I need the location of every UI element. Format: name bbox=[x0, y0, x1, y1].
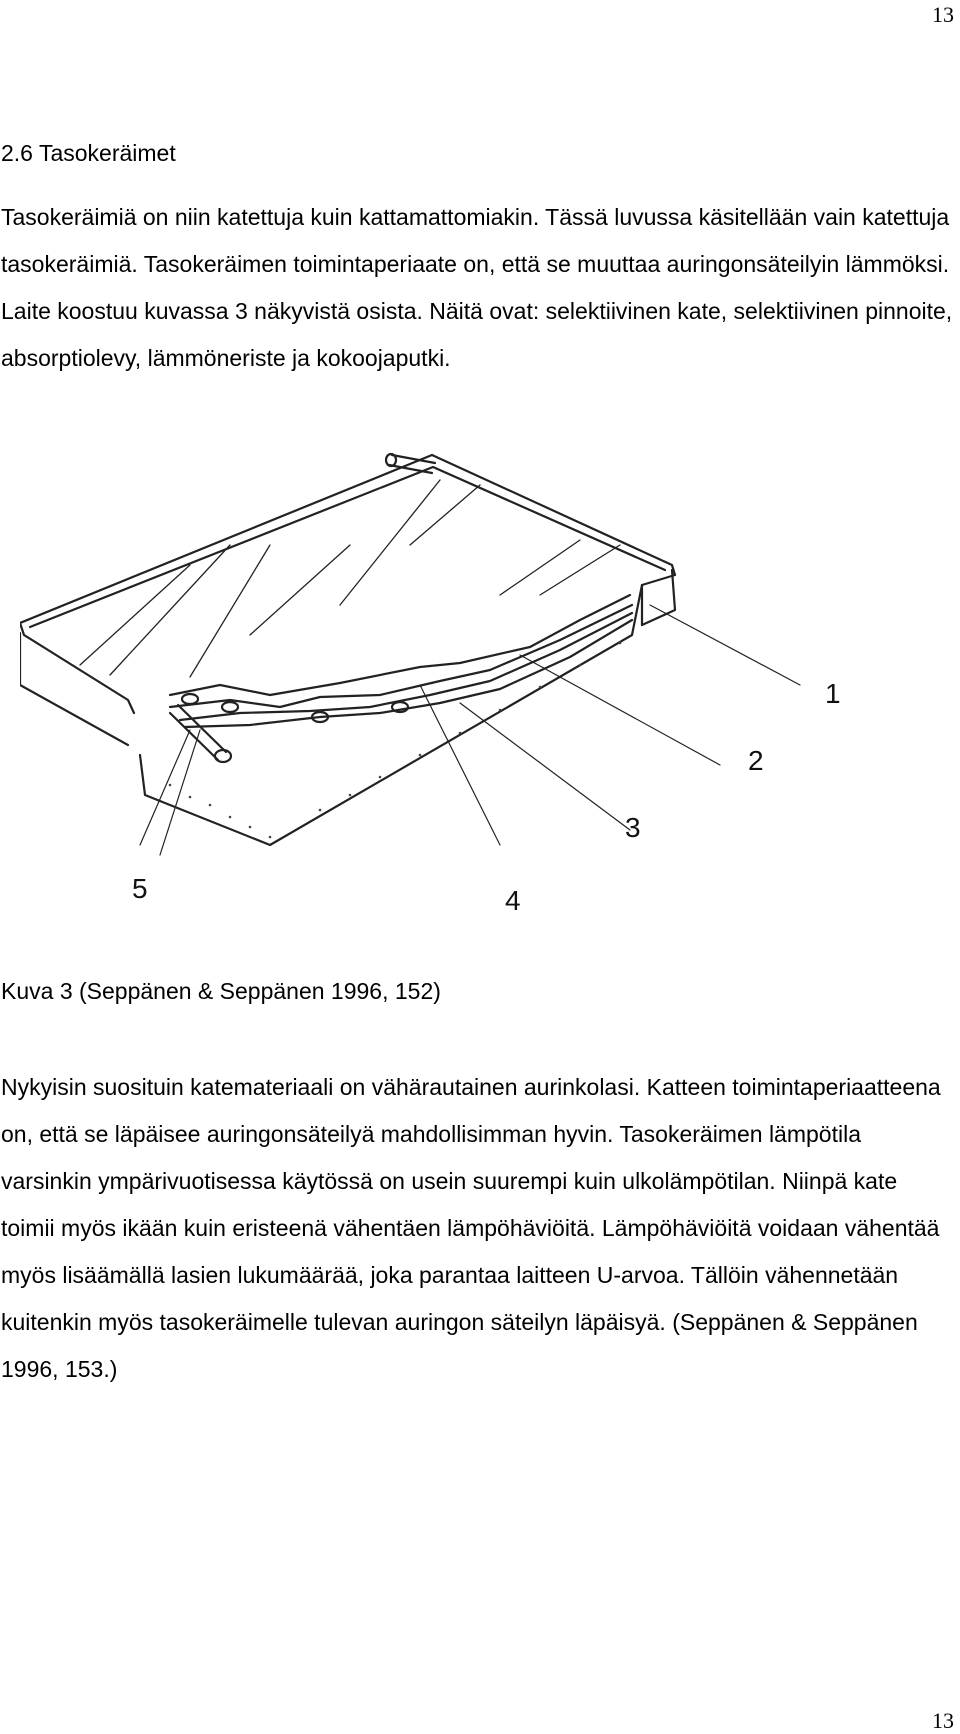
figure-caption: Kuva 3 (Seppänen & Seppänen 1996, 152) bbox=[1, 978, 441, 1004]
frame-rim bbox=[432, 455, 675, 595]
callout-3: 3 bbox=[625, 812, 641, 843]
leader-line-2 bbox=[520, 655, 720, 765]
solar-collector-drawing bbox=[20, 445, 870, 925]
leader-line-3 bbox=[460, 703, 630, 830]
torn-glass-edge bbox=[170, 595, 630, 695]
callout-4: 4 bbox=[505, 885, 521, 916]
page-number-top: 13 bbox=[932, 2, 954, 27]
intro-paragraph: Tasokeräimiä on niin katettuja kuin kattamattomiakin. Tässä luvussa käsitellään vain katettuja tasokeräimiä. Tasokeräimen toimintaperiaate on, että se muuttaa auringonsäteilyin lämmöksi. Laite koostuu kuvassa 3 näkyvistä osista. Näitä ovat: selektiivinen kate, selektiivinen pinnoite, absorptiolevy, lämmöneriste ja kokoojaputki. bbox=[1, 204, 953, 371]
cover-paragraph: Nykyisin suosituin katemateriaali on vähärautainen aurinkolasi. Katteen toimintaperiaatteena on, että se läpäisee auringonsäteilyä mahdollisimman hyvin. Tasokeräimen lämpötila varsinkin ympärivuotisessa käytössä on usein suurempi kuin ulkolämpötilan. Niinpä kate toimii myös ikään kuin eristeenä vähentäen lämpöhäviöitä. Lämpöhäviöitä voidaan vähentää myös lisäämällä lasien lukumäärää, joka parantaa laitteen U-arvoa. Tällöin vähennetään kuitenkin myös tasokeräimelle tulevan auringon säteilyn läpäisyä. (Seppänen & Seppänen 1996, 153.) bbox=[1, 1074, 941, 1382]
leader-line-1 bbox=[650, 605, 800, 685]
insulation-body bbox=[140, 595, 640, 845]
callout-5: 5 bbox=[132, 873, 148, 904]
page-number-bottom: 13 bbox=[932, 1708, 954, 1733]
callout-1: 1 bbox=[825, 678, 841, 709]
section-heading: 2.6 Tasokeräimet bbox=[1, 140, 176, 167]
callout-2: 2 bbox=[748, 745, 764, 776]
leader-line-4 bbox=[420, 685, 500, 845]
solar-collector-figure bbox=[20, 445, 870, 925]
leader-line-5 bbox=[140, 730, 190, 845]
